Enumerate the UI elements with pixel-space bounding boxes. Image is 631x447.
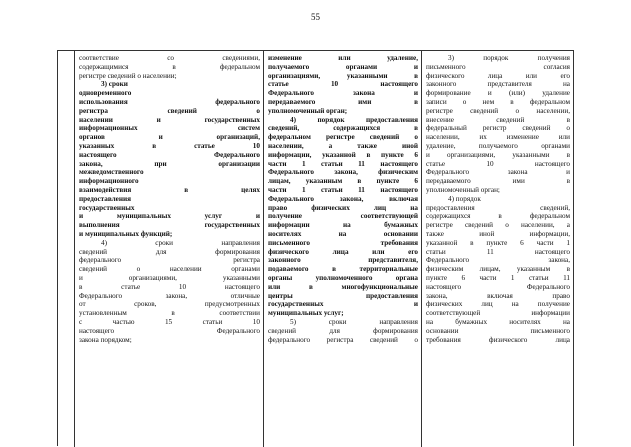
- text-line: населении, их изменение или: [426, 133, 570, 142]
- text-line: органов и организаций,: [79, 133, 260, 142]
- text-line: части 1 статьи 11 настоящего: [268, 159, 418, 168]
- text-line: указанных в статье 10: [79, 141, 260, 150]
- text-line: от сроков, предусмотренных: [79, 300, 260, 309]
- text-line: передаваемого ими в: [268, 97, 418, 106]
- text-line: содержащихся в федеральном: [426, 212, 570, 221]
- text-line: или в многофункциональные: [268, 282, 418, 291]
- text-line: статьи 11 настоящего: [426, 247, 570, 256]
- text-line: физического лица или его: [426, 71, 570, 80]
- text-line: уполномоченный орган;: [268, 106, 348, 115]
- text-line: закона, при организации: [79, 159, 260, 168]
- text-line: информации на бумажных: [268, 221, 418, 230]
- text-line: соответствие со сведениями,: [79, 54, 260, 62]
- text-line: и муниципальных функций;: [79, 229, 173, 238]
- text-line: муниципальных услуг;: [268, 309, 344, 318]
- text-line: закона порядком;: [79, 335, 132, 344]
- text-line: изменение или удаление,: [268, 54, 418, 62]
- text-line: сведений, содержащихся в: [268, 124, 418, 133]
- text-line: пункте 6 части 1 статьи 11: [426, 273, 570, 282]
- text-line: лицам, указанным в пункте 6: [268, 177, 418, 186]
- comparison-table: [57, 50, 574, 446]
- text-line: основании письменного: [426, 326, 570, 335]
- text-line: государственных: [79, 203, 135, 212]
- table-column-final-text: [422, 51, 573, 447]
- text-line: населении, а также иной: [268, 141, 418, 150]
- text-line: 4) сроки направления: [101, 238, 260, 247]
- text-line: Федерального закона, включая: [268, 194, 418, 203]
- text-line: физических лиц на получение: [426, 300, 570, 309]
- table-column-number: [58, 51, 75, 447]
- text-line: регистре сведений о населении;: [79, 71, 177, 80]
- text-line: Федерального закона,: [426, 256, 570, 265]
- text-line: федерального регистра сведений о: [268, 335, 418, 344]
- text-line: настоящего Федерального: [426, 282, 570, 291]
- text-line: информационных систем: [79, 124, 260, 133]
- text-line: центры предоставления: [268, 291, 418, 300]
- text-line: сведений для формирования: [268, 326, 418, 335]
- text-line: право физических лиц на: [268, 203, 418, 212]
- text-line: 5) сроки направления: [290, 317, 418, 326]
- text-line: на бумажных носителях на: [426, 317, 570, 326]
- text-line: удаление, получаемого органами: [426, 141, 570, 150]
- text-line: установленным в соответствии: [79, 309, 260, 318]
- text-line: части 1 статьи 11 настоящего: [268, 185, 418, 194]
- text-line: статье 10 настоящего: [426, 159, 570, 168]
- text-line: уполномоченный орган;: [426, 185, 500, 194]
- text-line: населении и государственных: [79, 115, 260, 124]
- text-line: получаемого органами и: [268, 62, 418, 71]
- text-line: федеральный регистр сведений о: [426, 124, 570, 133]
- text-line: также иной информации,: [426, 229, 570, 238]
- text-line: настоящего Федерального: [79, 150, 260, 159]
- text-line: регистра сведений о: [79, 106, 260, 115]
- text-line: сведений для формирования: [79, 247, 260, 256]
- text-line: Федерального закона и: [268, 89, 418, 98]
- text-line: одновременного: [79, 89, 132, 98]
- text-line: носителях на основании: [268, 229, 418, 238]
- text-line: с частью 15 статьи 10: [79, 317, 260, 326]
- text-line: указанной в пункте 6 части 1: [426, 238, 570, 247]
- text-line: предоставления: [79, 194, 132, 203]
- text-line: письменного согласия: [426, 62, 570, 71]
- text-line: настоящего Федерального: [79, 326, 260, 335]
- text-line: государственных и: [268, 300, 418, 309]
- text-line: сведений о населении органами: [79, 265, 260, 274]
- text-line: Федерального закона и: [426, 168, 570, 177]
- text-line: содержащимися в федеральном: [79, 62, 260, 71]
- table-column-proposed-text: [264, 51, 422, 447]
- page-number: 55: [311, 12, 320, 22]
- text-line: регистре сведений о населении,: [426, 106, 570, 115]
- text-line: использования федерального: [79, 97, 260, 106]
- text-line: Федерального закона, отличные: [79, 291, 260, 300]
- text-line: взаимодействия в целях: [79, 185, 260, 194]
- text-line: выполнения государственных: [79, 221, 260, 230]
- text-line: законного представителя на: [426, 80, 570, 89]
- text-line: статье 10 настоящего: [268, 80, 418, 89]
- text-line: федерального регистра: [79, 256, 260, 265]
- text-line: соответствующей информации: [426, 309, 570, 318]
- text-line: 3) порядок получения: [448, 54, 570, 62]
- text-line: в статье 10 настоящего: [79, 282, 260, 291]
- text-line: подаваемого в территориальные: [268, 265, 418, 274]
- text-line: внесение сведений в: [426, 115, 570, 124]
- text-line: физического лица или его: [268, 247, 418, 256]
- text-line: межведомственного: [79, 168, 144, 177]
- text-line: требования физического лица: [426, 335, 570, 344]
- text-line: федеральном регистре сведений о: [268, 133, 418, 142]
- text-line: записи о нем в федеральном: [426, 97, 570, 106]
- text-line: и организациями, указанными: [79, 273, 260, 282]
- text-line: и муниципальных услуг и: [79, 212, 260, 221]
- text-line: передаваемого ими в: [426, 177, 570, 186]
- table-column-current-text: [75, 51, 264, 447]
- text-line: информации, указанной в пункте 6: [268, 150, 418, 159]
- text-line: формирование и (или) удаление: [426, 89, 570, 98]
- text-line: информационного: [79, 177, 139, 186]
- text-line: получение соответствующей: [268, 212, 418, 221]
- text-line: 4) порядок: [448, 194, 481, 203]
- text-line: органы уполномоченного органа: [268, 273, 418, 282]
- text-line: письменного требования: [268, 238, 418, 247]
- text-line: предоставления сведений,: [426, 203, 570, 212]
- text-line: физическим лицам, указанным в: [426, 265, 570, 274]
- text-line: организациями, указанными в: [268, 71, 418, 80]
- text-line: 4) порядок предоставления: [290, 115, 418, 124]
- text-line: закона, включая право: [426, 291, 570, 300]
- text-line: регистре сведений о населении, а: [426, 221, 570, 230]
- text-line: законного представителя,: [268, 256, 418, 265]
- text-line: 3) сроки: [101, 80, 128, 89]
- text-line: и организациями, указанными в: [426, 150, 570, 159]
- text-line: Федерального закона, физическим: [268, 168, 418, 177]
